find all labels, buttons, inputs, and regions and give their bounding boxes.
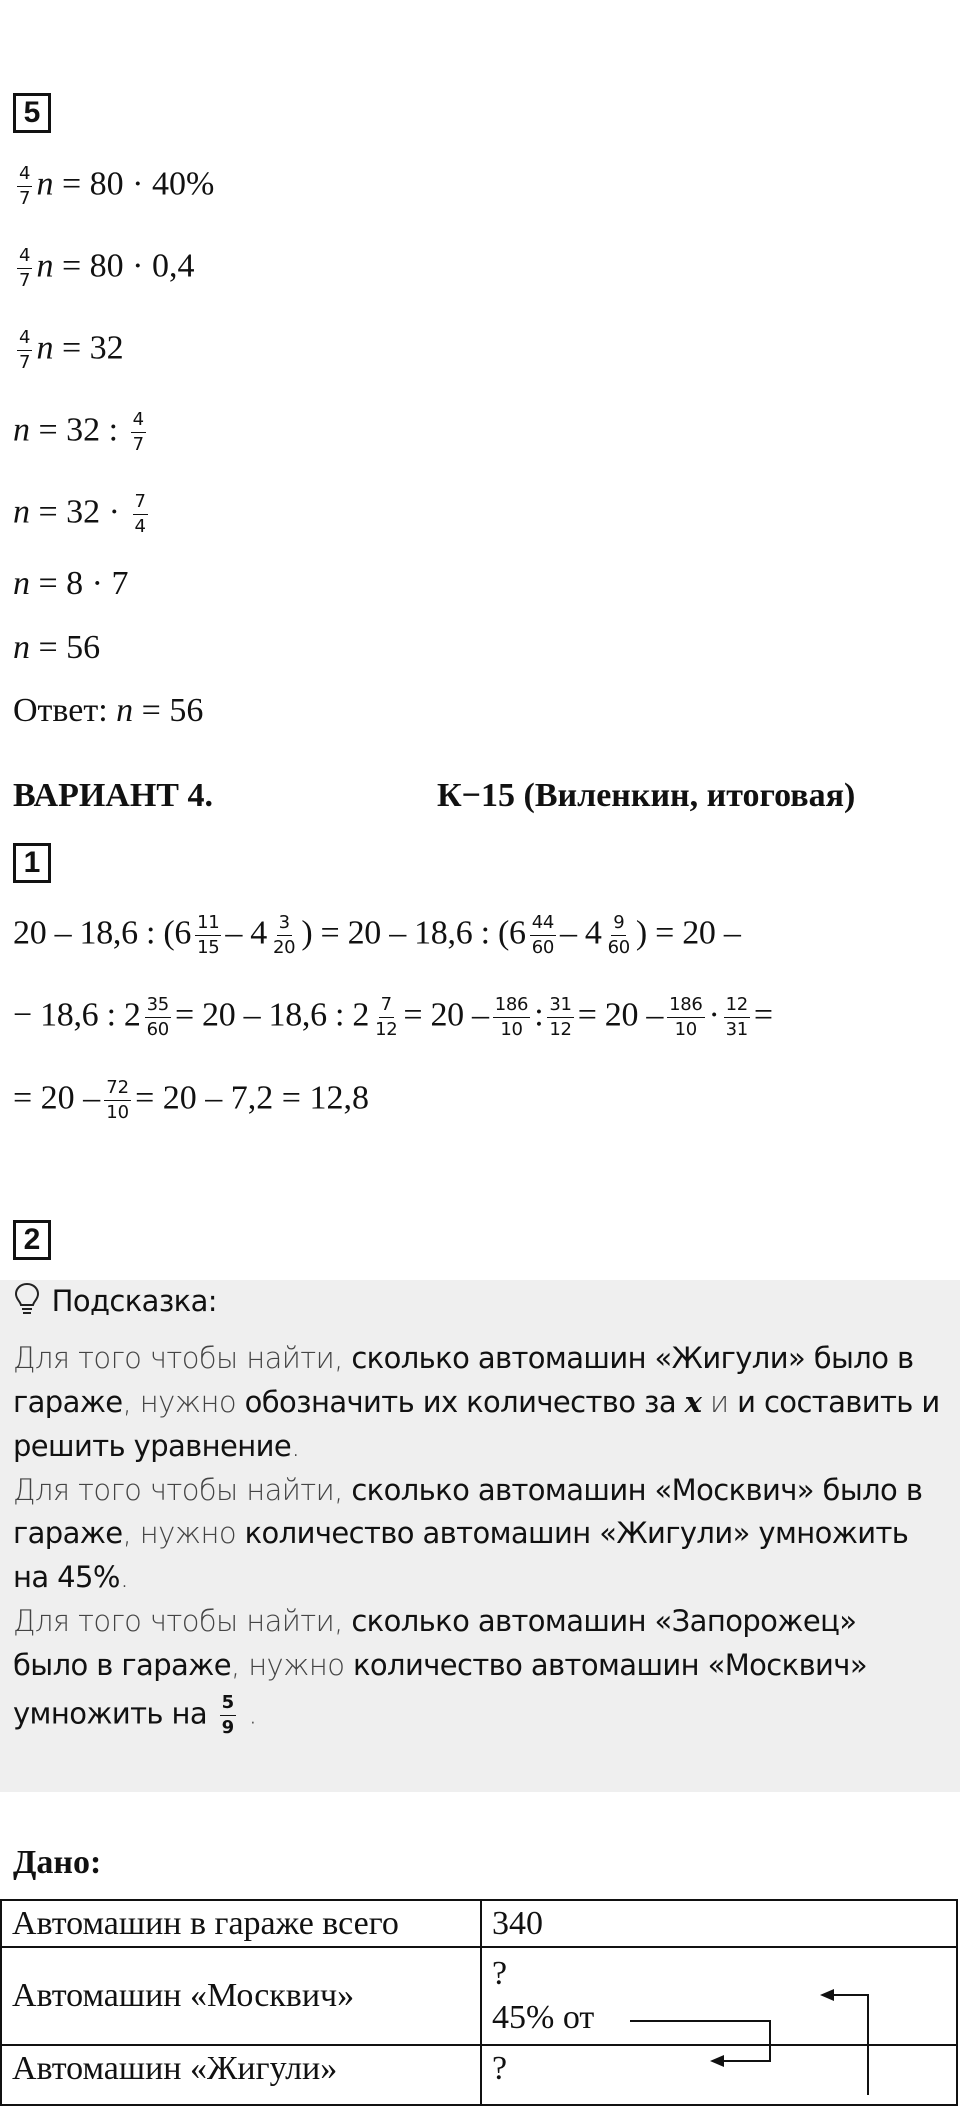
equation-line: $\frac{4}{7}$ n = 32 xyxy=(19,327,124,373)
fraction: $\frac{12}{31}$ xyxy=(725,994,748,1040)
arrow-from-zhiguli xyxy=(630,2021,770,2067)
table-cell-value: ? xyxy=(481,2045,957,2105)
task-number-box: 5 xyxy=(13,93,51,133)
fraction: $\frac{72}{10}$ xyxy=(106,1077,130,1123)
hint-text-line: на 45%. xyxy=(13,1560,129,1594)
hint-title: Подсказка: xyxy=(51,1284,217,1318)
hint-text-line: гараже, нужно обозначить их количество за x и и составить и xyxy=(13,1385,940,1419)
fraction: $\frac{44}{60}$ xyxy=(531,912,554,958)
task-number-box: 1 xyxy=(13,843,51,883)
fraction: $\frac{7}{12}$ xyxy=(375,994,398,1040)
fraction: $\frac{9}{60}$ xyxy=(607,912,630,958)
fraction: $\frac{5}{9}$ xyxy=(221,1692,234,1738)
equation-line: n = 32 : $\frac{4}{7}$ xyxy=(13,409,145,455)
table-cell-label: Автомашин в гараже всего xyxy=(1,1900,481,1947)
hint-text-line: решить уравнение. xyxy=(13,1429,300,1463)
calculation-line: − 18,6 : 2 $\frac{35}{60}$ = 20 – 18,6 : 2 $\frac{7}{12}$ = 20 – $\frac{186}{10}$ : $\frac{31}{12}$ = 20 – $\frac{186}{10}$ · $\frac{12}{31}$ = xyxy=(13,994,773,1040)
fraction: $\frac{11}{15}$ xyxy=(197,912,220,958)
hint-text-line: было в гараже, нужно количество автомашин «Москвич» xyxy=(13,1648,867,1682)
arrow-to-moskvich xyxy=(820,1989,868,2095)
hint-text-line: гараже, нужно количество автомашин «Жигули» умножить xyxy=(13,1516,909,1550)
table-cell-value-line: ? xyxy=(492,1955,508,1992)
hint-text-line: Для того чтобы найти, сколько автомашин «Жигули» было в xyxy=(13,1341,914,1375)
table-cell-value: 340 xyxy=(481,1900,957,1947)
table-cell-value-line: 45% от xyxy=(492,1999,595,2036)
fraction: $\frac{4}{7}$ xyxy=(19,245,31,291)
fraction: $\frac{186}{10}$ xyxy=(669,994,703,1040)
fraction: $\frac{3}{20}$ xyxy=(273,912,296,958)
equation-line: n = 8 · 7 xyxy=(13,565,129,602)
fraction: $\frac{4}{7}$ xyxy=(19,327,31,373)
equation-line: $\frac{4}{7}$ n = 80 · 0,4 xyxy=(19,245,195,291)
fraction: $\frac{4}{7}$ xyxy=(19,163,31,209)
table-cell-label: Автомашин «Москвич» xyxy=(1,1947,481,2045)
fraction: $\frac{4}{7}$ xyxy=(132,409,145,455)
fraction: $\frac{35}{60}$ xyxy=(146,994,169,1040)
calculation-line: 20 – 18,6 : (6 $\frac{11}{15}$ – 4 $\frac{3}{20}$ ) = 20 – 18,6 : (6 $\frac{44}{60}$ – 4 $\frac{9}{60}$ ) = 20 – xyxy=(13,912,741,958)
fraction: $\frac{31}{12}$ xyxy=(549,994,572,1040)
hint-text-line: Для того чтобы найти, сколько автомашин «Москвич» было в xyxy=(13,1473,923,1507)
table-cell-label: Автомашин «Жигули» xyxy=(1,2045,481,2105)
equation-line: n = 32 · $\frac{7}{4}$ xyxy=(13,491,146,537)
equation-line: $\frac{4}{7}$ n = 80 · 40% xyxy=(19,163,215,209)
hint-text-line: умножить на $\frac{5}{9}$ . xyxy=(13,1692,257,1738)
answer-line: Ответ: n = 56 xyxy=(13,692,204,729)
fraction: $\frac{186}{10}$ xyxy=(494,994,529,1040)
variant-subtitle: К−15 (Виленкин, итоговая) xyxy=(437,777,856,814)
task-number-box: 2 xyxy=(13,1220,51,1260)
fraction: $\frac{7}{4}$ xyxy=(134,491,146,537)
variant-title: ВАРИАНТ 4. xyxy=(13,777,213,814)
calculation-line: = 20 – $\frac{72}{10}$ = 20 – 7,2 = 12,8 xyxy=(13,1077,369,1123)
hint-text-line: Для того чтобы найти, сколько автомашин «Запорожец» xyxy=(13,1604,857,1638)
given-label: Дано: xyxy=(13,1844,102,1881)
equation-line: n = 56 xyxy=(13,629,101,666)
